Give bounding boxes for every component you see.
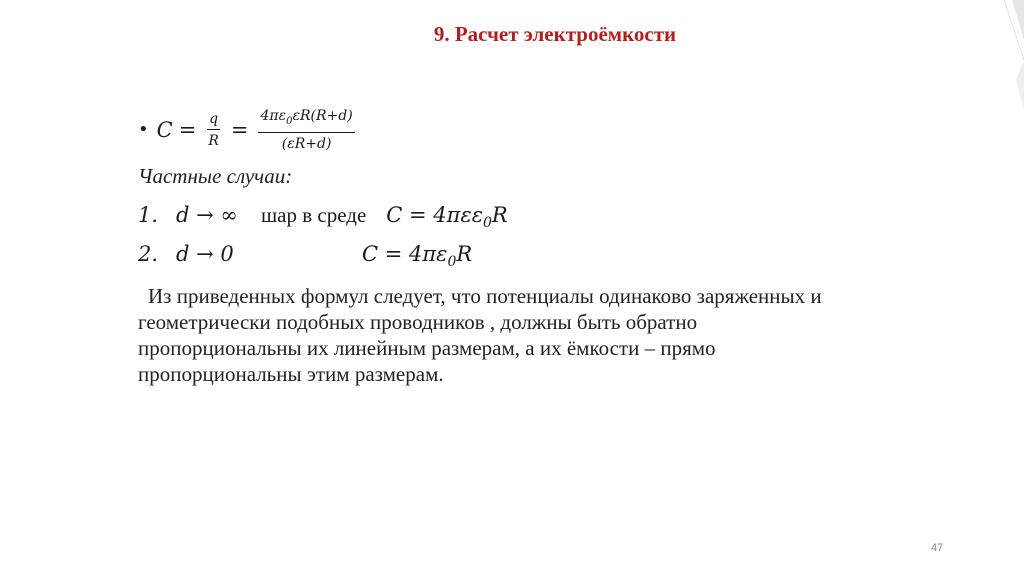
equals-sign: = (178, 117, 197, 142)
case-number: 1. (138, 203, 159, 227)
special-case-2 (138, 242, 472, 270)
case-description: шар в среде (261, 203, 367, 227)
special-case-1 (138, 203, 508, 231)
subscript-zero: 0 (286, 115, 293, 127)
case-result (386, 203, 507, 231)
case-result (362, 242, 472, 270)
result-part: R (456, 242, 473, 266)
conclusion-paragraph: Из приведенных формул следует, что потенциалы одинаково заряженных и геометрически подобных проводников , должны быть обратно пропорциональны их линейным размерам, а их ёмкости – прямо пропорциональны этим размерам. (138, 284, 822, 386)
fraction-denominator: R (208, 132, 219, 149)
equals-sign: = (230, 117, 249, 142)
capacitance-formula (138, 108, 359, 152)
slide-title: 9. Расчет электроёмкости (433, 22, 677, 46)
fraction-denominator: (εR+d) (281, 135, 332, 152)
fraction-capacitance (258, 108, 354, 152)
result-part: C = 4πεε (386, 203, 483, 227)
fraction-q-over-r (206, 111, 221, 149)
case-condition: d → ∞ (176, 203, 238, 227)
subscript-zero: 0 (447, 254, 457, 271)
case-condition: d → 0 (176, 242, 234, 266)
fraction-numerator (258, 108, 354, 133)
page-number: 47 (931, 542, 944, 554)
formula-lhs: C (156, 117, 173, 142)
numerator-part: εR(R+d) (292, 108, 353, 124)
result-part: C = 4πε (362, 242, 448, 266)
subscript-zero: 0 (483, 215, 492, 232)
special-cases-heading: Частные случаи: (138, 164, 293, 188)
corner-decoration (954, 0, 1024, 574)
fraction-numerator: q (207, 111, 220, 130)
bullet: • (138, 119, 149, 141)
result-part: R (491, 203, 508, 227)
case-number: 2. (138, 242, 159, 266)
numerator-part: 4πε (260, 108, 287, 124)
